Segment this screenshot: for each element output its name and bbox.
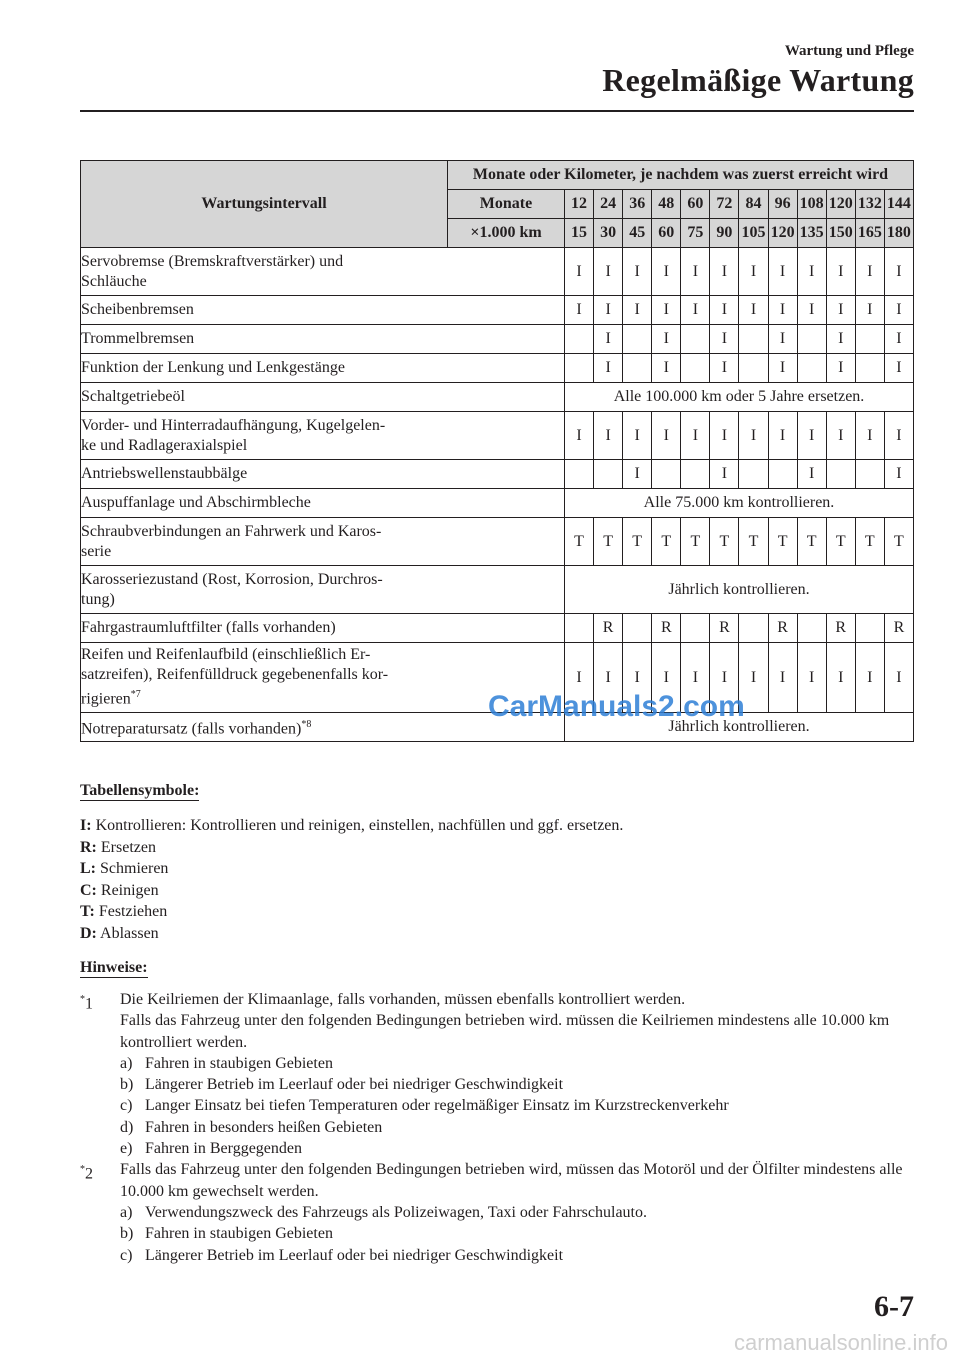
legend-item: [80, 901, 623, 923]
month-header: 108: [797, 190, 826, 219]
row-label: Auspuffanlage und Abschirmbleche: [81, 489, 565, 518]
legend-text: Festziehen: [94, 903, 168, 920]
table-cell: I: [826, 325, 855, 354]
note-1-line2: Falls das Fahrzeug unter den folgenden Bedingungen betrieben wird. müssen die Keilriemen mindestens alle 10.000 km kontrolliert werden.: [120, 1012, 890, 1051]
legend-text: Reinigen: [96, 881, 159, 899]
table-cell: [739, 325, 768, 354]
table-cell: R: [768, 614, 797, 643]
table-row: [81, 518, 914, 566]
note-sub-item: [120, 1053, 914, 1074]
note-sub-item: [120, 1138, 914, 1159]
table-cell: I: [710, 296, 739, 325]
table-cell: [652, 460, 681, 489]
note-sub-item: [120, 1074, 914, 1095]
table-cell: I: [652, 412, 681, 460]
table-cell: I: [681, 412, 710, 460]
table-cell: I: [652, 354, 681, 383]
legend-text: Schmieren: [96, 860, 169, 877]
km-header: 165: [855, 219, 884, 248]
table-row: [81, 489, 914, 518]
month-header: 60: [681, 190, 710, 219]
table-cell: I: [855, 412, 884, 460]
row-span-text: Jährlich kontrollieren.: [565, 713, 914, 742]
table-cell: T: [797, 518, 826, 566]
page-number: 6-7: [874, 1290, 914, 1323]
row-label: Reifen und Reifenlaufbild (einschließlich Er- satzreifen), Reifenfülldruck gegebenenfalls kor- rigieren$^{*7}$: [81, 643, 565, 713]
legend-text: Ablassen: [96, 924, 159, 942]
table-cell: I: [594, 248, 623, 296]
table-cell: R: [594, 614, 623, 643]
table-cell: I: [565, 248, 594, 296]
km-label: ×1.000 km: [448, 219, 565, 248]
footer-watermark: carmanualsonline.info: [733, 1330, 948, 1355]
table-cell: I: [797, 460, 826, 489]
footnote-ref: *8: [301, 718, 312, 730]
note-sub-text: Fahren in besonders heißen Gebieten: [145, 1118, 383, 1136]
table-cell: [739, 614, 768, 643]
note-sub-item: [120, 1095, 914, 1116]
row-label: Schraubverbindungen an Fahrwerk und Karos- serie: [81, 518, 565, 566]
table-cell: I: [594, 296, 623, 325]
months-label: Monate: [448, 190, 565, 219]
table-cell: I: [768, 325, 797, 354]
table-cell: I: [884, 296, 913, 325]
page-title: Regelmäßige Wartung: [602, 62, 914, 98]
table-cell: I: [768, 412, 797, 460]
table-cell: [623, 614, 652, 643]
month-header: 120: [826, 190, 855, 219]
table-cell: I: [710, 412, 739, 460]
table-cell: I: [884, 460, 913, 489]
km-header: 75: [681, 219, 710, 248]
table-cell: I: [826, 643, 855, 713]
legend-key: I:: [80, 817, 92, 834]
month-header: 132: [855, 190, 884, 219]
table-cell: I: [768, 248, 797, 296]
note-sub-item: [120, 1117, 914, 1138]
table-cell: I: [855, 643, 884, 713]
km-header: 105: [739, 219, 768, 248]
table-cell: T: [594, 518, 623, 566]
table-cell: I: [681, 296, 710, 325]
table-header-row: [81, 161, 914, 190]
table-cell: I: [884, 643, 913, 713]
table-cell: T: [652, 518, 681, 566]
row-label: Fahrgastraumluftfilter (falls vorhanden): [81, 614, 565, 643]
table-cell: I: [623, 460, 652, 489]
table-cell: I: [652, 643, 681, 713]
table-cell: I: [623, 643, 652, 713]
km-header: 120: [768, 219, 797, 248]
note-1: [80, 989, 914, 1159]
notes-title: Hinweise:: [80, 959, 148, 976]
table-cell: T: [710, 518, 739, 566]
table-cell: [855, 460, 884, 489]
km-header: 60: [652, 219, 681, 248]
table-row: [81, 325, 914, 354]
row-label: Scheibenbremsen: [81, 296, 565, 325]
note-sub-text: Fahren in Berggegenden: [145, 1140, 302, 1158]
table-row: [81, 248, 914, 296]
note-2-number: *2: [80, 1164, 93, 1183]
table-cell: [855, 354, 884, 383]
note-sub-letter: b): [120, 1076, 134, 1094]
table-cell: [565, 460, 594, 489]
table-cell: [797, 614, 826, 643]
legend-text: Ersetzen: [96, 838, 156, 856]
month-header: 36: [623, 190, 652, 219]
month-header: 144: [884, 190, 913, 219]
table-cell: R: [884, 614, 913, 643]
month-header: 48: [652, 190, 681, 219]
table-cell: I: [594, 643, 623, 713]
table-cell: T: [623, 518, 652, 566]
table-cell: [594, 460, 623, 489]
table-cell: T: [884, 518, 913, 566]
table-cell: I: [768, 354, 797, 383]
table-cell: I: [855, 296, 884, 325]
legend-item: [80, 923, 623, 945]
km-header: 30: [594, 219, 623, 248]
table-cell: I: [826, 412, 855, 460]
table-cell: I: [797, 296, 826, 325]
table-cell: I: [739, 248, 768, 296]
span-header: Monate oder Kilometer, je nachdem was zuerst erreicht wird: [448, 161, 914, 190]
table-cell: I: [739, 412, 768, 460]
km-header: 180: [884, 219, 913, 248]
table-row: [81, 354, 914, 383]
legend-key: D:: [80, 924, 97, 942]
table-cell: I: [623, 296, 652, 325]
table-row: [81, 383, 914, 412]
notes: [80, 989, 914, 1266]
table-cell: I: [681, 248, 710, 296]
table-cell: I: [565, 643, 594, 713]
km-header: 90: [710, 219, 739, 248]
maintenance-table: [80, 160, 914, 742]
table-cell: [565, 354, 594, 383]
note-sub-item: [120, 1245, 914, 1266]
table-cell: I: [768, 296, 797, 325]
table-row: [81, 614, 914, 643]
section-name: Wartung und Pflege: [784, 43, 914, 59]
month-header: 12: [565, 190, 594, 219]
table-cell: T: [565, 518, 594, 566]
note-sub-letter: a): [120, 1054, 133, 1072]
km-header: 150: [826, 219, 855, 248]
title-rule: [80, 110, 914, 112]
note-sub-text: Längerer Betrieb im Leerlauf oder bei niedriger Geschwindigkeit: [145, 1246, 564, 1264]
note-sub-text: Fahren in staubigen Gebieten: [145, 1054, 333, 1072]
note-sub-item: [120, 1223, 914, 1244]
table-cell: [739, 460, 768, 489]
row-label: Vorder- und Hinterradaufhängung, Kugelgelen- ke und Radlageraxialspiel: [81, 412, 565, 460]
km-header: 135: [797, 219, 826, 248]
table-cell: I: [652, 248, 681, 296]
table-cell: [681, 325, 710, 354]
table-cell: I: [884, 354, 913, 383]
table-cell: I: [797, 643, 826, 713]
legend-item: [80, 858, 623, 880]
note-2-line1: Falls das Fahrzeug unter den folgenden Bedingungen betrieben wird, müssen das Motoröl und der Ölfilter mindestens alle 10.000 km gewechselt werden.: [120, 1161, 903, 1200]
row-label: Notreparatursatz (falls vorhanden)$^{*8}$: [81, 713, 565, 742]
row-label: Antriebswellenstaubbälge: [81, 460, 565, 489]
note-sub-letter: e): [120, 1140, 133, 1158]
row-span-text: Alle 100.000 km oder 5 Jahre ersetzen.: [565, 383, 914, 412]
table-cell: I: [710, 460, 739, 489]
table-cell: I: [594, 354, 623, 383]
table-row: [81, 412, 914, 460]
table-cell: T: [768, 518, 797, 566]
table-cell: [797, 354, 826, 383]
table-cell: T: [681, 518, 710, 566]
row-span-text: Jährlich kontrollieren.: [565, 566, 914, 614]
table-cell: I: [710, 643, 739, 713]
table-cell: I: [623, 248, 652, 296]
table-cell: [623, 325, 652, 354]
table-cell: T: [826, 518, 855, 566]
legend-key: R:: [80, 838, 97, 856]
row-label: Schaltgetriebeöl: [81, 383, 565, 412]
table-cell: I: [797, 412, 826, 460]
table-cell: [681, 354, 710, 383]
watermark-logo: CarManuals2.com: [488, 690, 745, 723]
table-cell: I: [884, 412, 913, 460]
table-cell: I: [826, 296, 855, 325]
note-sub-text: Verwendungszweck des Fahrzeugs als Polizeiwagen, Taxi oder Fahrschulauto.: [145, 1203, 647, 1221]
table-cell: I: [884, 248, 913, 296]
note-sub-item: [120, 1202, 914, 1223]
table-cell: [855, 614, 884, 643]
table-cell: I: [884, 325, 913, 354]
table-cell: I: [565, 412, 594, 460]
month-header: 96: [768, 190, 797, 219]
row-label: Funktion der Lenkung und Lenkgestänge: [81, 354, 565, 383]
table-cell: I: [739, 643, 768, 713]
legend-title: Tabellensymbole:: [80, 782, 200, 799]
km-header: 45: [623, 219, 652, 248]
table-cell: [681, 614, 710, 643]
table-cell: I: [739, 296, 768, 325]
table-cell: R: [826, 614, 855, 643]
note-sub-letter: d): [120, 1118, 134, 1136]
note-2: [80, 1159, 914, 1265]
table-cell: I: [652, 296, 681, 325]
table-cell: R: [652, 614, 681, 643]
table-row: [81, 566, 914, 614]
table-row: [81, 296, 914, 325]
legend-key: T:: [80, 903, 95, 920]
table-cell: I: [623, 412, 652, 460]
table-cell: I: [710, 325, 739, 354]
table-cell: [623, 354, 652, 383]
legend-item: [80, 880, 623, 902]
row-label: Karosseriezustand (Rost, Korrosion, Durchros- tung): [81, 566, 565, 614]
table-cell: [739, 354, 768, 383]
table-cell: I: [710, 248, 739, 296]
table-cell: [855, 325, 884, 354]
month-header: 24: [594, 190, 623, 219]
row-label: Servobremse (Bremskraftverstärker) und Schläuche: [81, 248, 565, 296]
km-header: 15: [565, 219, 594, 248]
note-sub-letter: c): [120, 1097, 133, 1115]
table-cell: I: [652, 325, 681, 354]
table-cell: I: [826, 248, 855, 296]
footnote-ref: *7: [130, 689, 141, 701]
legend-text: Kontrollieren: Kontrollieren und reinigen, einstellen, nachfüllen und ggf. ersetzen.: [91, 817, 624, 834]
legend-item: [80, 837, 623, 859]
month-header: 84: [739, 190, 768, 219]
table-cell: [565, 614, 594, 643]
table-cell: I: [797, 248, 826, 296]
table-cell: T: [739, 518, 768, 566]
table-cell: I: [826, 354, 855, 383]
table-cell: I: [565, 296, 594, 325]
legend-item: [80, 815, 623, 837]
legend-key: L:: [80, 860, 96, 877]
table-cell: I: [681, 643, 710, 713]
table-cell: [797, 325, 826, 354]
note-sub-letter: b): [120, 1225, 134, 1243]
month-header: 72: [710, 190, 739, 219]
table-row: [81, 460, 914, 489]
table-cell: I: [710, 354, 739, 383]
table-cell: [565, 325, 594, 354]
row-label: Trommelbremsen: [81, 325, 565, 354]
interval-header: Wartungsintervall: [81, 161, 448, 248]
table-cell: I: [594, 325, 623, 354]
table-cell: [826, 460, 855, 489]
table-cell: R: [710, 614, 739, 643]
note-sub-letter: c): [120, 1246, 133, 1264]
note-sub-text: Langer Einsatz bei tiefen Temperaturen oder regelmäßiger Einsatz im Kurzstreckenverkehr: [145, 1097, 729, 1115]
table-cell: I: [594, 412, 623, 460]
table-cell: T: [855, 518, 884, 566]
table-cell: [681, 460, 710, 489]
note-sub-text: Längerer Betrieb im Leerlauf oder bei niedriger Geschwindigkeit: [145, 1076, 564, 1094]
note-1-number: *1: [80, 994, 93, 1013]
note-1-line1: Die Keilriemen der Klimaanlage, falls vorhanden, müssen ebenfalls kontrolliert werden.: [120, 991, 686, 1008]
legend-key: C:: [80, 881, 97, 899]
note-sub-text: Fahren in staubigen Gebieten: [145, 1225, 333, 1243]
note-sub-letter: a): [120, 1203, 133, 1221]
legend: [80, 815, 623, 944]
table-cell: I: [768, 643, 797, 713]
table-cell: [768, 460, 797, 489]
table-cell: I: [855, 248, 884, 296]
row-span-text: Alle 75.000 km kontrollieren.: [565, 489, 914, 518]
